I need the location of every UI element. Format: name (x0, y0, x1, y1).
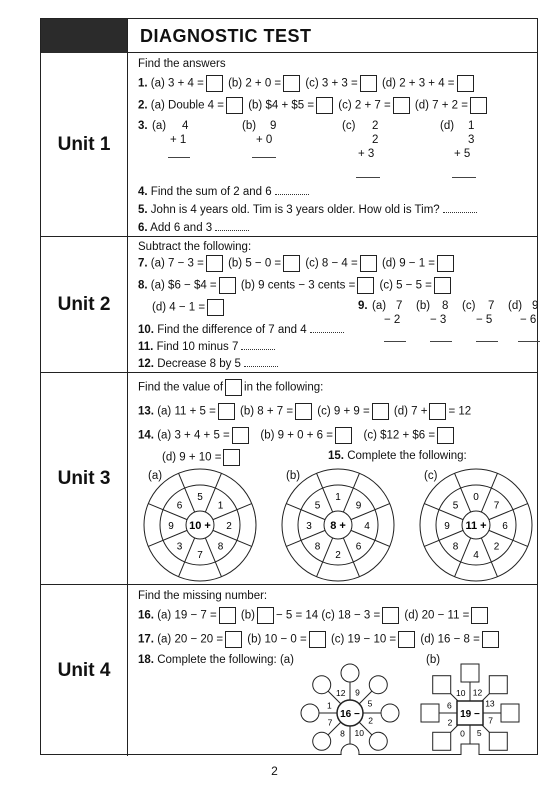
wheel-value: 4 (473, 550, 479, 561)
wheel-value: 8 (452, 541, 459, 553)
answer-line[interactable] (241, 340, 275, 350)
answer-line[interactable] (168, 157, 190, 158)
answer-circle[interactable] (301, 704, 319, 722)
value-box (225, 379, 242, 396)
question-6: 6. Add 6 and 3 (138, 221, 249, 235)
answer-circle[interactable] (369, 676, 387, 694)
question-7: 7. (a) 7 − 3 = (b) 5 − 0 = (c) 8 − 4 = (d) 9 − 1 = (138, 255, 456, 272)
page-number: 2 (271, 764, 278, 778)
question-14d: (d) 9 + 10 = (162, 449, 242, 466)
answer-box[interactable] (335, 427, 352, 444)
wheel-value: 9 (355, 500, 362, 512)
question-5: 5. John is 4 years old. Tim is 3 years older. How old is Tim? (138, 203, 477, 217)
wheel-center-label: 8 + (330, 520, 346, 532)
wheel-value: 3 (306, 521, 312, 532)
answer-line[interactable] (384, 341, 406, 342)
unit-4-label: Unit 4 (57, 659, 111, 681)
question-8: 8. (a) $6 − $4 = (b) 9 cents − 3 cents = (c) 5 − 5 = (138, 277, 453, 294)
spoke-number: 10 (455, 688, 466, 699)
answer-circle[interactable] (313, 676, 331, 694)
answer-box[interactable] (218, 403, 235, 420)
spoke-number: 2 (447, 717, 453, 728)
wheel-value: 7 (493, 500, 500, 512)
answer-box[interactable] (219, 607, 236, 624)
wheel-b-label: (b) (286, 470, 301, 482)
question-16: 16. (a) 19 − 7 = (b) − 5 = 14 (c) 18 − 3 = (d) 20 − 11 = (138, 607, 490, 624)
answer-box[interactable] (232, 427, 249, 444)
answer-circle[interactable] (341, 664, 359, 682)
answer-box[interactable] (206, 255, 223, 272)
spoke-number: 1 (326, 700, 332, 711)
wheel-value: 5 (452, 500, 459, 512)
wheel-center-label: 10 + (189, 520, 211, 532)
wheel-value: 5 (197, 492, 203, 503)
spoke-number: 5 (476, 727, 482, 738)
instruction: Find the answers (138, 58, 226, 70)
answer-line[interactable] (518, 341, 540, 342)
wheel-value: 1 (335, 492, 341, 503)
unit-1-label: Unit 1 (41, 53, 127, 237)
answer-line[interactable] (356, 177, 380, 178)
answer-box[interactable] (421, 704, 439, 722)
unit-2-label: Unit 2 (41, 237, 127, 373)
wheel-center-label: 11 + (465, 520, 487, 532)
answer-box[interactable] (382, 607, 399, 624)
answer-box[interactable] (207, 299, 224, 316)
page-title: DIAGNOSTIC TEST (140, 26, 312, 46)
question-1: 1. (a) 3 + 4 = (b) 2 + 0 = (c) 3 + 3 = (d) 2 + 3 + 4 = (138, 75, 476, 92)
wheel (282, 469, 394, 581)
wheel-value: 9 (444, 521, 450, 532)
answer-box[interactable] (360, 75, 377, 92)
spoke-number: 12 (335, 688, 346, 699)
unit-3-section (127, 373, 537, 585)
answer-box[interactable] (471, 607, 488, 624)
wheel-value: 3 (176, 541, 183, 553)
wheel-value: 5 (314, 500, 321, 512)
question-10: 10. Find the difference of 7 and 4 (138, 323, 344, 337)
wheel-value: 0 (473, 492, 479, 503)
answer-box[interactable] (295, 403, 312, 420)
wheel-value: 4 (364, 521, 370, 532)
unit-4-section (127, 585, 537, 756)
instruction: Find the missing number: (138, 590, 268, 602)
spoke-number: 7 (327, 717, 333, 728)
wheel (144, 469, 256, 581)
wheel-value: 8 (314, 541, 321, 553)
answer-box[interactable] (501, 704, 519, 722)
answer-line[interactable] (310, 323, 344, 333)
answer-box[interactable] (489, 676, 507, 694)
wheel-value: 1 (217, 500, 224, 512)
spoke-number: 5 (367, 698, 373, 709)
answer-circle[interactable] (369, 732, 387, 750)
question-4: 4. Find the sum of 2 and 6 (138, 185, 309, 199)
spoke-number: 8 (340, 728, 345, 739)
answer-box[interactable] (433, 676, 451, 694)
answer-circle[interactable] (341, 744, 359, 755)
answer-box[interactable] (461, 744, 479, 755)
question-14: 14. (a) 3 + 4 + 5 = (b) 9 + 0 + 6 = (c) $12 + $6 = (138, 427, 456, 444)
wheel-value: 2 (335, 550, 341, 561)
instruction: Subtract the following: (138, 241, 252, 253)
unit-1-section: Find the answers 1. (a) 3 + 4 = (b) 2 + 0 = (c) 3 + 3 = (d) 2 + 3 + 4 = 2. (a) Double 4 = (b) $4 + $5 = (c) 2 + 7 = (d) 7 + 2 = 3. (a) 4 + 1 (b) 9 + 0 (c) 2 2 + 3 (d) 1 3 + 5 4. Find the sum of 2 and 6 5. John is 4 years old. Tim is 3 years older. How old is Tim? 6. Add 6 and 3 (127, 53, 537, 237)
answer-box[interactable] (433, 732, 451, 750)
addition-wheels (128, 463, 538, 585)
spoke-number: 6 (446, 700, 452, 711)
answer-box[interactable] (393, 97, 410, 114)
answer-box[interactable] (316, 97, 333, 114)
wheel-value: 8 (217, 541, 224, 553)
spoke-number: 10 (354, 727, 365, 738)
header-title-cell (127, 19, 537, 53)
answer-box[interactable] (226, 97, 243, 114)
question-17: 17. (a) 20 − 20 = (b) 10 − 0 = (c) 19 − 10 = (d) 16 − 8 = (138, 631, 501, 648)
wheel-value: 6 (502, 521, 508, 532)
spoke-number: 2 (368, 715, 374, 726)
star-diagram (301, 664, 399, 755)
wheel-value: 2 (493, 541, 500, 553)
answer-line[interactable] (244, 357, 278, 367)
answer-line[interactable] (452, 177, 476, 178)
answer-box[interactable] (457, 75, 474, 92)
question-15: 15. Complete the following: (328, 450, 467, 462)
worksheet-page (40, 18, 538, 755)
answer-box[interactable] (257, 607, 274, 624)
answer-box[interactable] (357, 277, 374, 294)
answer-box[interactable] (470, 97, 487, 114)
wheel-value: 2 (226, 521, 232, 532)
instruction: Find the value of in the following: (138, 379, 323, 396)
answer-line[interactable] (476, 341, 498, 342)
spoke-number: 7 (488, 715, 494, 726)
answer-box[interactable] (434, 277, 451, 294)
answer-circle[interactable] (313, 732, 331, 750)
answer-line[interactable] (252, 157, 276, 158)
wheel-value: 9 (168, 521, 174, 532)
unit-2-section: Subtract the following: 7. (a) 7 − 3 = (b) 5 − 0 = (c) 8 − 4 = (d) 9 − 1 = 8. (a) $6 − $4 = (b) 9 cents − 3 cents = (c) 5 − 5 = (d) 4 − 1 = 9. (a) 7 − 2 (b) 8 − 3 (c) 7 − 5 (d) 9 − 6 10. Find the difference of 7 and 4 11. Find 10 minus 7 12. Decrease 8 by 5 (127, 237, 537, 373)
answer-box[interactable] (489, 732, 507, 750)
answer-box[interactable] (360, 255, 377, 272)
answer-line[interactable] (430, 341, 452, 342)
wheel-value: 6 (355, 541, 362, 553)
answer-box[interactable] (283, 75, 300, 92)
answer-box[interactable] (283, 255, 300, 272)
answer-line[interactable] (275, 185, 309, 195)
spoke-number: 9 (355, 687, 360, 698)
wheel (420, 469, 532, 581)
answer-circle[interactable] (381, 704, 399, 722)
unit-3-label: Unit 3 (41, 373, 127, 585)
star-center-label: 16 − (340, 709, 360, 720)
spoke-number: 13 (485, 698, 495, 709)
question-12: 12. Decrease 8 by 5 (138, 357, 278, 371)
subtraction-stars (128, 645, 538, 755)
question-8d: (d) 4 − 1 = (152, 299, 226, 316)
star-center-label: 19 − (460, 709, 480, 720)
answer-box[interactable] (429, 403, 446, 420)
header-dark-block (41, 19, 127, 53)
wheel-value: 7 (197, 550, 203, 561)
answer-box[interactable] (219, 277, 236, 294)
wheel-a-label: (a) (148, 470, 163, 482)
spoke-number: 12 (472, 687, 483, 698)
wheel-value: 6 (176, 500, 183, 512)
answer-box[interactable] (206, 75, 223, 92)
answer-box[interactable] (437, 427, 454, 444)
star-diagram (421, 664, 519, 755)
question-18: 18. Complete the following: (a) (138, 654, 295, 666)
spoke-number: 0 (460, 728, 465, 739)
answer-box[interactable] (372, 403, 389, 420)
star-b-label: (b) (426, 654, 441, 666)
wheel-c-label: (c) (424, 470, 438, 482)
answer-box[interactable] (461, 664, 479, 682)
answer-line[interactable] (215, 221, 249, 231)
answer-line[interactable] (443, 203, 477, 213)
question-11: 11. Find 10 minus 7 (138, 340, 275, 354)
question-13: 13. (a) 11 + 5 = (b) 8 + 7 = (c) 9 + 9 = (d) 7 + = 12 (138, 403, 471, 420)
answer-box[interactable] (437, 255, 454, 272)
question-2: 2. (a) Double 4 = (b) $4 + $5 = (c) 2 + 7 = (d) 7 + 2 = (138, 97, 489, 114)
